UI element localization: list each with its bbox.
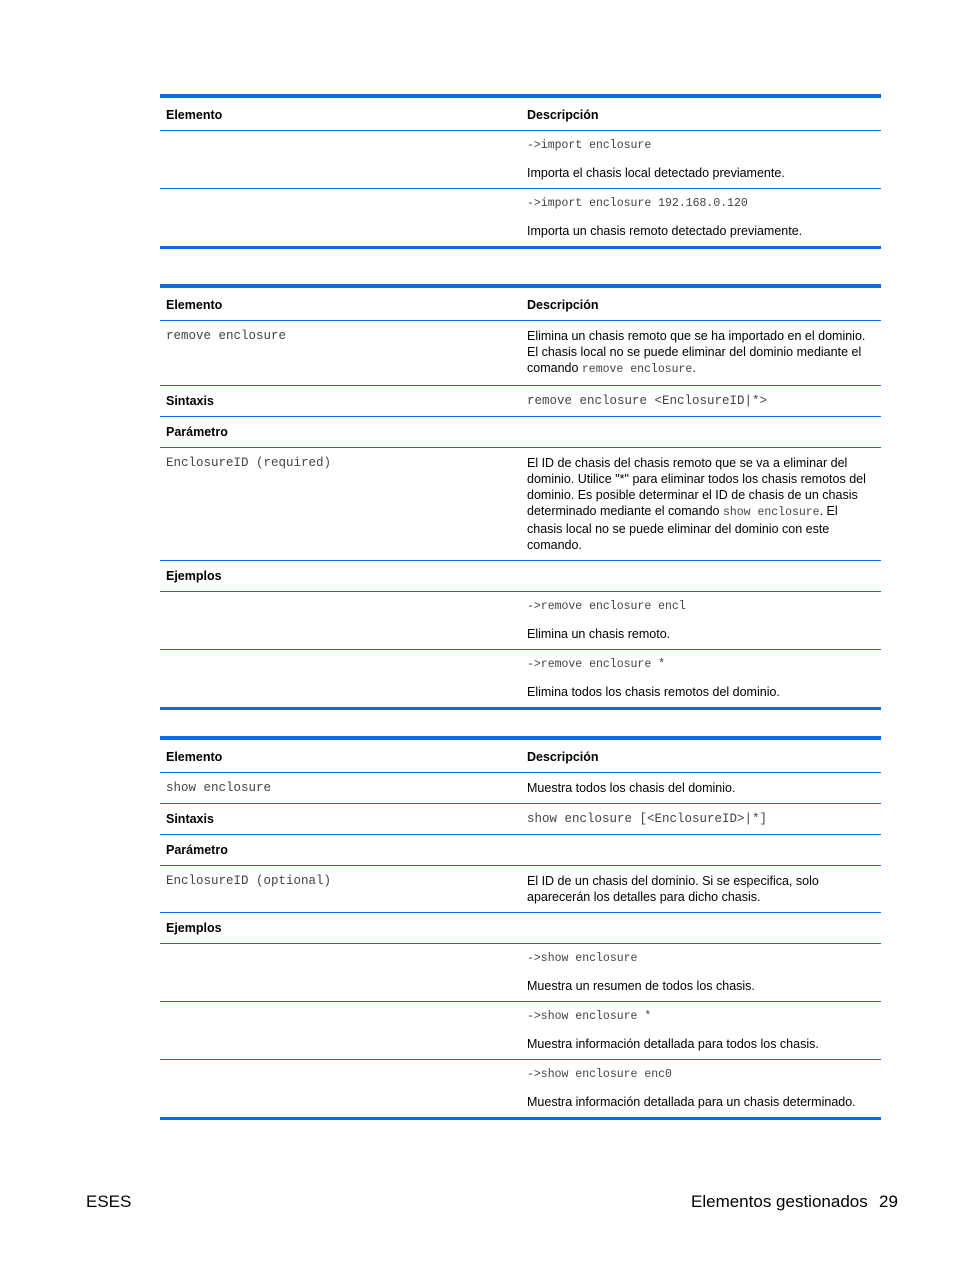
syntax-label: Sintaxis bbox=[166, 394, 214, 408]
examples-label: Ejemplos bbox=[166, 921, 222, 935]
parameter-description: El ID de un chasis del dominio. Si se especifica, solo aparecerán los detalles para dicho chasis. bbox=[527, 874, 819, 904]
example-description: Muestra un resumen de todos los chasis. bbox=[527, 979, 755, 993]
header-description: Descripción bbox=[527, 298, 599, 312]
command-description: Muestra todos los chasis del dominio. bbox=[527, 781, 736, 795]
table-row bbox=[160, 804, 881, 835]
syntax-value: show enclosure [<EnclosureID>|*] bbox=[527, 812, 768, 826]
example-code: ->remove enclosure * bbox=[527, 658, 666, 671]
example-code: ->import enclosure 192.168.0.120 bbox=[527, 197, 748, 210]
table-header-row bbox=[160, 738, 881, 773]
parameter-name: EnclosureID (required) bbox=[166, 456, 332, 470]
syntax-value: remove enclosure <EnclosureID|*> bbox=[527, 394, 768, 408]
footer-left-label: ESES bbox=[86, 1192, 132, 1211]
table-row bbox=[160, 773, 881, 804]
example-code: ->remove enclosure encl bbox=[527, 600, 686, 613]
import-examples-table bbox=[160, 94, 881, 249]
command-name: show enclosure bbox=[166, 781, 272, 795]
table-row bbox=[160, 913, 881, 944]
header-element: Elemento bbox=[166, 108, 223, 122]
parameter-label: Parámetro bbox=[166, 425, 228, 439]
header-element: Elemento bbox=[166, 298, 223, 312]
table-row bbox=[160, 386, 881, 417]
footer-page-number: 29 bbox=[879, 1192, 898, 1211]
table-row bbox=[160, 1002, 881, 1060]
syntax-label: Sintaxis bbox=[166, 812, 214, 826]
example-code: ->show enclosure enc0 bbox=[527, 1068, 672, 1081]
parameter-name: EnclosureID (optional) bbox=[166, 874, 332, 888]
table-row bbox=[160, 944, 881, 1002]
example-description: Elimina todos los chasis remotos del dominio. bbox=[527, 685, 780, 699]
table-row bbox=[160, 592, 881, 650]
examples-label: Ejemplos bbox=[166, 569, 222, 583]
footer-section-title: Elementos gestionados bbox=[691, 1192, 868, 1211]
remove-enclosure-table bbox=[160, 284, 881, 710]
table-row bbox=[160, 835, 881, 866]
table-row bbox=[160, 448, 881, 561]
example-code: ->show enclosure * bbox=[527, 1010, 652, 1023]
header-description: Descripción bbox=[527, 750, 599, 764]
table-row bbox=[160, 650, 881, 709]
table-row bbox=[160, 1060, 881, 1119]
command-name: remove enclosure bbox=[166, 329, 287, 343]
table-header-row bbox=[160, 286, 881, 321]
example-description: Muestra información detallada para todos los chasis. bbox=[527, 1037, 819, 1051]
example-description: Muestra información detallada para un chasis determinado. bbox=[527, 1095, 856, 1109]
show-enclosure-table bbox=[160, 736, 881, 1120]
table-row bbox=[160, 561, 881, 592]
example-code: ->show enclosure bbox=[527, 952, 638, 965]
table-row bbox=[160, 131, 881, 189]
table-row bbox=[160, 321, 881, 386]
table-row bbox=[160, 417, 881, 448]
example-description: Elimina un chasis remoto. bbox=[527, 627, 671, 641]
table-row bbox=[160, 866, 881, 913]
example-code: ->import enclosure bbox=[527, 139, 652, 152]
header-description: Descripción bbox=[527, 108, 599, 122]
header-element: Elemento bbox=[166, 750, 223, 764]
parameter-label: Parámetro bbox=[166, 843, 228, 857]
table-header-row bbox=[160, 96, 881, 131]
table-row bbox=[160, 189, 881, 248]
parameter-description: El ID de chasis del chasis remoto que se va a eliminar del dominio. Utilice "*" para eliminar todos los chasis remotos del dominio. Es posible determinar el ID de chasis de un chasis determinado mediante el comando show enclosure. El chasis local no se puede eliminar del dominio con este comando. bbox=[527, 456, 866, 552]
example-description: Importa un chasis remoto detectado previamente. bbox=[527, 224, 803, 238]
command-description: Elimina un chasis remoto que se ha importado en el dominio. El chasis local no se puede eliminar del dominio mediante el comando remove enclosure. bbox=[527, 329, 866, 376]
example-description: Importa el chasis local detectado previamente. bbox=[527, 166, 785, 180]
